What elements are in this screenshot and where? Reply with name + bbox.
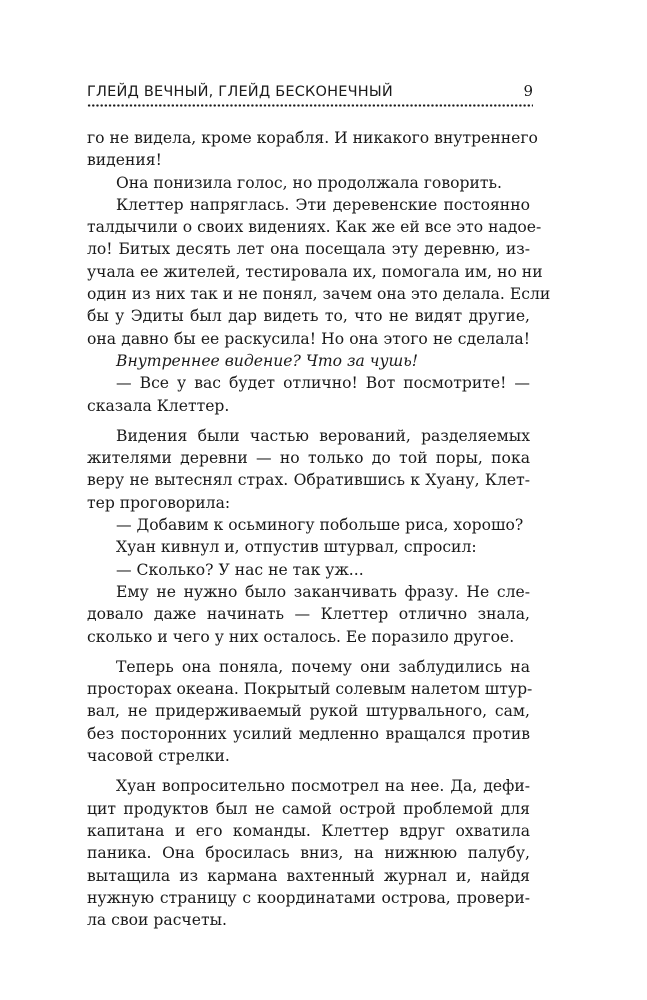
body-text: [87, 127, 551, 931]
text-line: ло! Битых десять лет она посещала эту деревню, из-: [87, 240, 530, 259]
text-line: сказала Клеттер.: [87, 396, 230, 415]
text-line: капитана и его команды. Клеттер вдруг охватила: [87, 821, 530, 840]
text-line: ла свои расчеты.: [87, 911, 227, 930]
text-line: учала ее жителей, тестировала их, помогала им, но ни: [87, 262, 543, 281]
text-line: без посторонних усилий медленно вращался против: [87, 724, 530, 743]
text-line: Теперь она поняла, почему они заблудились на: [116, 657, 530, 676]
text-line: Клеттер напряглась. Эти деревенские постоянно: [116, 195, 530, 214]
text-line: часовой стрелки.: [87, 747, 230, 766]
text-line: она давно бы ее раскусила! Но она этого не сделала!: [87, 329, 530, 348]
text-line: паника. Она бросилась вниз, на нижнюю палубу,: [87, 844, 530, 863]
header-dotted-rule: [87, 104, 533, 107]
text-line: го не видела, кроме корабля. И никакого внутреннего: [87, 129, 538, 147]
text-line: бы у Эдиты был дар видеть то, что не видят другие,: [87, 307, 530, 326]
text-line: просторах океана. Покрытый солевым налетом штур-: [87, 680, 533, 699]
text-line: вытащила из кармана вахтенный журнал и, найдя: [87, 866, 530, 885]
running-title: ГЛЕЙД ВЕЧНЫЙ, ГЛЕЙД БЕСКОНЕЧНЫЙ: [87, 84, 393, 100]
text-line: Хуан вопросительно посмотрел на нее. Да, дефи-: [116, 777, 530, 796]
text-line: талдычили о своих видениях. Как же ей все это надое-: [87, 218, 542, 237]
text-line: тер проговорила:: [87, 493, 231, 512]
text-line: видения!: [87, 151, 162, 170]
text-line-italic: Внутреннее видение? Что за чушь!: [116, 351, 419, 370]
page-number: 9: [523, 82, 533, 100]
text-line: один из них так и не понял, зачем она это делала. Если: [87, 285, 551, 304]
text-line: довало даже начинать — Клеттер отлично знала,: [87, 605, 530, 624]
text-line: — Добавим к осьминогу побольше риса, хорошо?: [116, 516, 524, 535]
text-line: сколько и чего у них осталось. Ее поразило другое.: [87, 627, 515, 646]
text-line: — Сколько? У нас не так уж...: [116, 560, 364, 579]
text-line: — Все у вас будет отлично! Вот посмотрите! —: [116, 374, 530, 393]
running-header: [87, 76, 533, 100]
text-line: Видения были частью верований, разделяемых: [116, 426, 530, 445]
text-line: жителями деревни — но только до той поры, пока: [87, 449, 530, 468]
text-line: Хуан кивнул и, отпустив штурвал, спросил:: [116, 538, 477, 557]
text-line: цит продуктов был не самой острой проблемой для: [87, 799, 530, 818]
text-line: вал, не придерживаемый рукой штурвального, сам,: [87, 702, 530, 721]
text-line: Ему не нужно было заканчивать фразу. Не сле-: [116, 582, 530, 601]
text-line: веру не вытеснял страх. Обратившись к Хуану, Клет-: [87, 471, 530, 490]
text-line: Она понизила голос, но продолжала говорить.: [116, 173, 502, 192]
text-line: нужную страницу с координатами острова, провери-: [87, 888, 530, 907]
